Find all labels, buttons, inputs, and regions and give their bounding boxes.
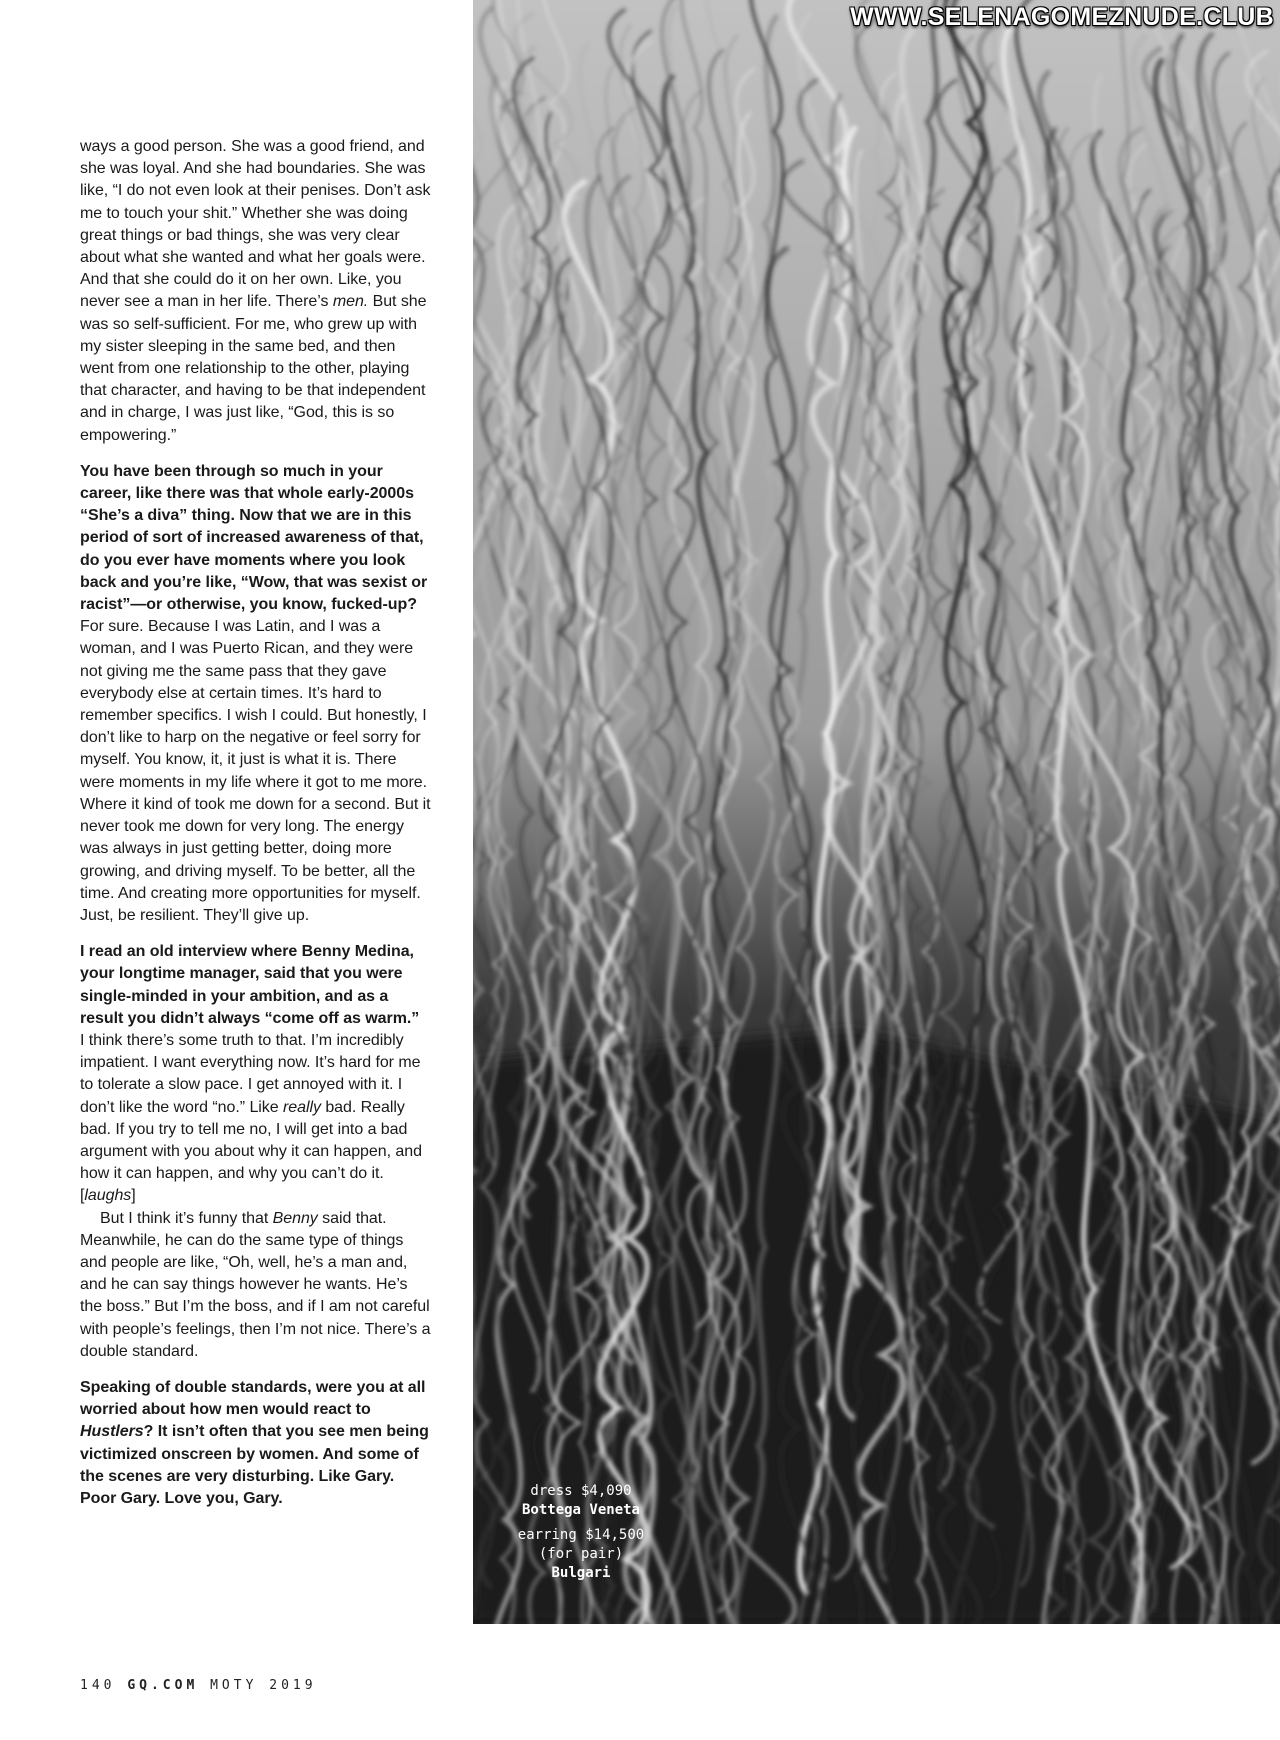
interview-question: I read an old interview where Benny Medina, your longtime manager, said that you were single-minded in your ambition, and as a result you didn’t always “come off as warm.”: [80, 943, 420, 1027]
earring-note: (for pair): [538, 1546, 624, 1562]
page-number: 140: [80, 1678, 116, 1693]
hair-closeup-photo: [473, 0, 1280, 1624]
article-column: [80, 136, 432, 1510]
interview-question: You have been through so much in your career, like there was that whole early-2000s “She’s a diva” thing. Now that we are in this period of sort of increased awareness of that, do you ever have moments where you look back and you’re like, “Wow, that was sexist or racist”—or otherwise, you know, fucked-up?: [80, 462, 428, 614]
interview-answer: I think there’s some truth to that. I’m incredibly impatient. I want everything now. It’s hard for me to tolerate a slow pace. I get annoyed with it. I don’t like the word “no.” Like really bad. Really bad. If you try to tell me no, I will get into a bad argument with you about why it can happen, and how it can happen, and why you can’t do it. [laughs]: [80, 1031, 422, 1205]
dress-brand: Bottega Veneta: [521, 1502, 640, 1518]
page-folio: [80, 1678, 317, 1693]
photo-canvas: [473, 0, 1280, 1624]
article-paragraph: ways a good person. She was a good friend, and she was loyal. And she had boundaries. She was like, “I do not even look at their penises. Don’t ask me to touch your shit.” Whether she was doing great things or bad things, she was very clear about what she wanted and what her goals were. And that she could do it on her own. Like, you never see a man in her life. There’s men. But she was so self-sufficient. For me, who grew up with my sister sleeping in the same bed, and then went from one relationship to the other, playing that character, and having to be that independent and in charge, I was just like, “God, this is so empowering.”: [80, 138, 431, 444]
watermark-text: WWW.SELENAGOMEZNUDE.CLUB: [850, 3, 1274, 31]
interview-answer-continued: But I think it’s funny that Benny said that. Meanwhile, he can do the same type of things and people are like, “Oh, well, he’s a man and, and he can say things however he wants. He’s the boss.” But I’m the boss, and if I am not careful with people’s feelings, then I’m not nice. There’s a double standard.: [80, 1209, 431, 1360]
site-name: GQ.COM: [127, 1678, 199, 1693]
earring-brand: Bulgari: [551, 1565, 611, 1581]
interview-answer: For sure. Because I was Latin, and I was a woman, and I was Puerto Rican, and they were not giving me the same pass that they gave everybody else at certain times. It’s hard to remember specifics. I wish I could. But honestly, I don’t like to harp on the negative or feel sorry for myself. You know, it, it just is what it is. There were moments in my life where it got to me more. Where it kind of took me down for a second. But it never took me down for very long. The energy was always in just getting better, doing more growing, and driving myself. To be better, all the time. And creating more opportunities for myself. Just, be resilient. They’ll give up.: [80, 618, 431, 924]
dress-price: dress $4,090: [530, 1483, 632, 1499]
interview-question: Speaking of double standards, were you at all worried about how men would react to Hustlers? It isn’t often that you see men being victimized onscreen by women. And some of the scenes are very disturbing. Like Gary. Poor Gary. Love you, Gary.: [80, 1378, 429, 1507]
dress-credit: [505, 1482, 657, 1520]
issue-name: MOTY 2019: [210, 1678, 317, 1693]
earring-credit: [505, 1526, 657, 1583]
fashion-credits: [505, 1482, 657, 1583]
earring-price: earring $14,500: [517, 1527, 645, 1543]
